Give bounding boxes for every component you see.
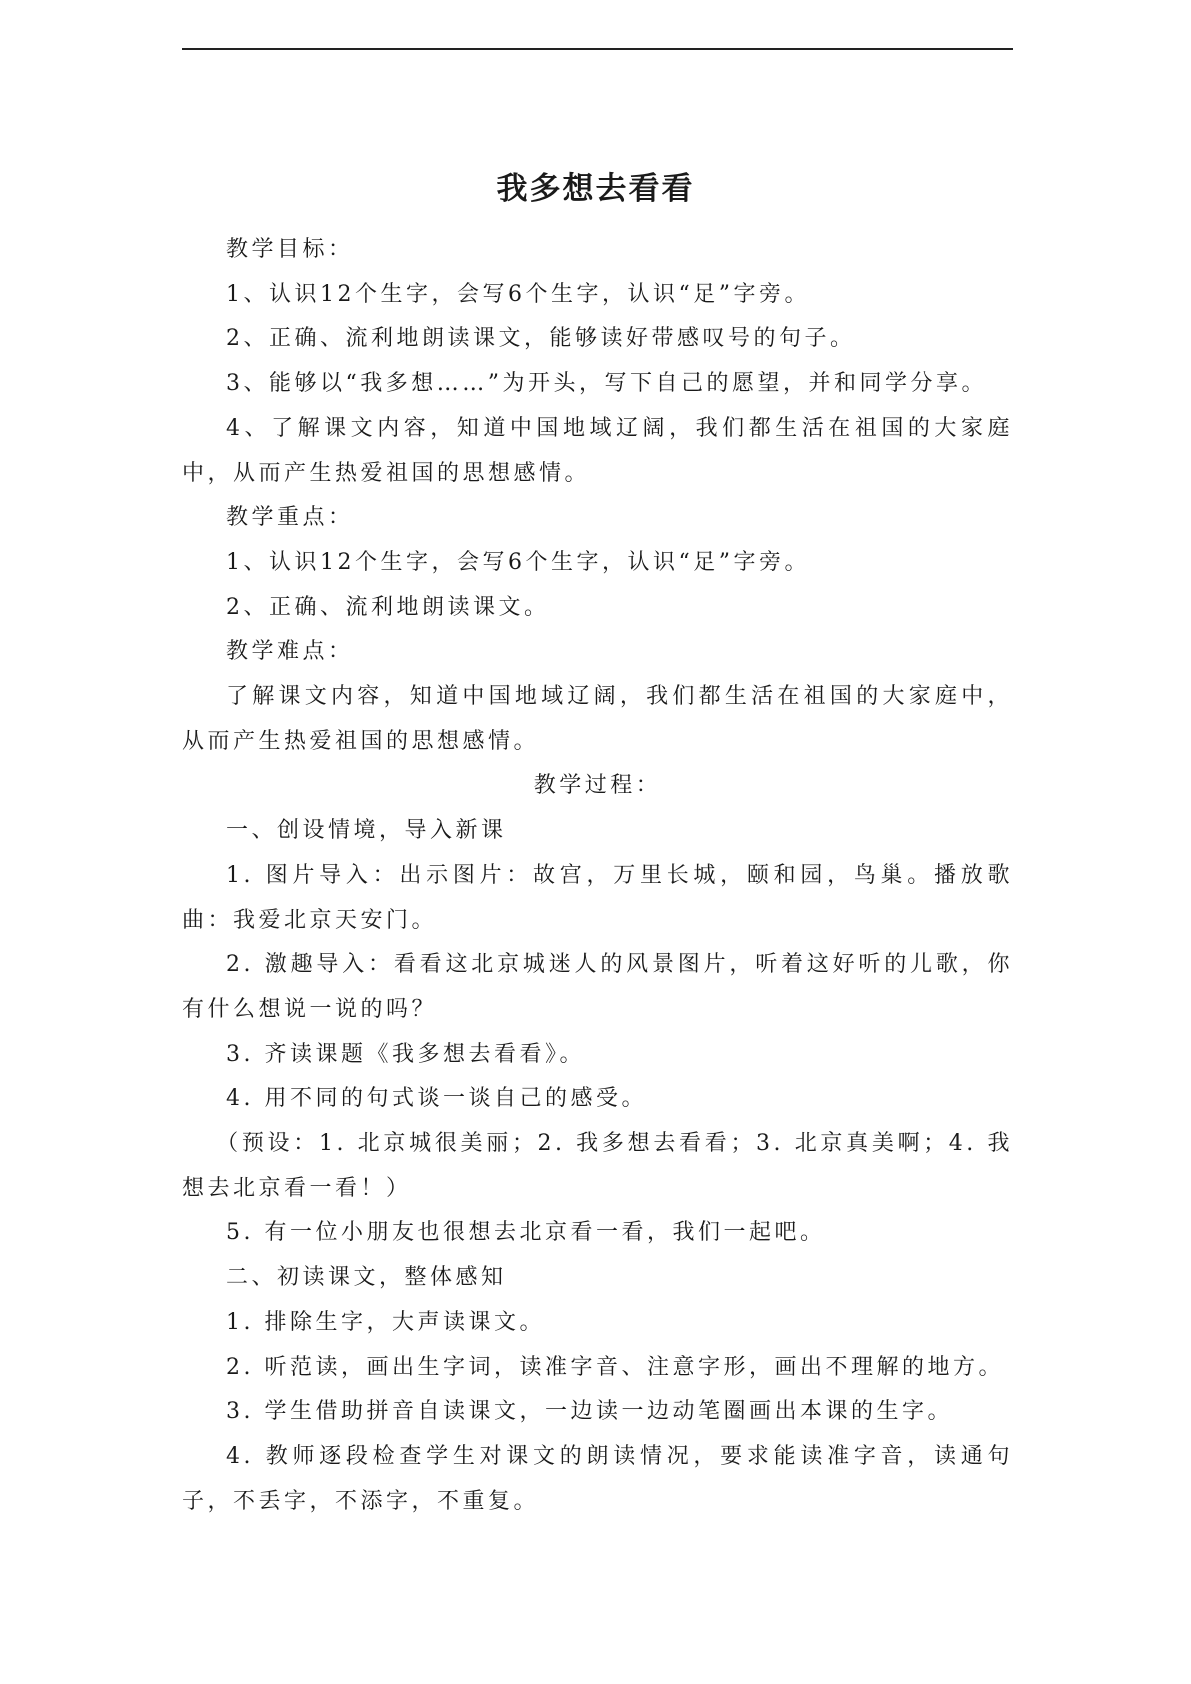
- process-step-2-1: 1. 排除生字，大声读课文。: [226, 1309, 545, 1335]
- header-rule: [182, 48, 1013, 50]
- process-step-2-3: 3. 学生借助拼音自读课文，一边读一边动笔圈画出本课的生字。: [226, 1399, 953, 1425]
- process-step-1-3: 3. 齐读课题《我多想去看看》。: [226, 1041, 585, 1067]
- process-step-2-4: 4. 教师逐段检查学生对课文的朗读情况，要求能读准字音，读通句子，不丢字，不添字，不重复。: [182, 1443, 1013, 1514]
- process-step-1-4: 4. 用不同的句式谈一谈自己的感受。: [226, 1086, 647, 1112]
- section-heading-objectives: 教学目标：: [226, 237, 354, 262]
- process-step-1-5: 5. 有一位小朋友也很想去北京看一看，我们一起吧。: [226, 1220, 826, 1246]
- key-point-item-1: 1、认识12个生字，会写6个生字，认识“足”字旁。: [226, 549, 810, 575]
- process-step-1-1: 1. 图片导入：出示图片：故宫，万里长城，颐和园，鸟巢。播放歌曲：我爱北京天安门。: [182, 862, 1013, 933]
- document-body: [182, 228, 1013, 1524]
- section-heading-key-points: 教学重点：: [226, 505, 354, 531]
- difficulty-text: 了解课文内容，知道中国地域辽阔，我们都生活在祖国的大家庭中，从而产生热爱祖国的思想感情。: [182, 684, 1013, 754]
- objective-item-2: 2、正确、流利地朗读课文，能够读好带感叹号的句子。: [226, 326, 856, 352]
- process-step-2-2: 2. 听范读，画出生字词，读准字音、注意字形，画出不理解的地方。: [226, 1354, 1004, 1380]
- key-point-item-2: 2、正确、流利地朗读课文。: [226, 594, 550, 620]
- process-step-1-2: 2. 激趣导入：看看这北京城迷人的风景图片，听着这好听的儿歌，你有什么想说一说的吗？: [182, 952, 1013, 1022]
- process-part-1-heading: 一、创设情境，导入新课: [226, 818, 507, 844]
- section-heading-difficulties: 教学难点：: [226, 639, 354, 665]
- objective-item-4: 4、了解课文内容，知道中国地域辽阔，我们都生活在祖国的大家庭中，从而产生热爱祖国的思想感情。: [182, 415, 1013, 486]
- objective-item-3: 3、能够以“我多想……”为开头，写下自己的愿望，并和同学分享。: [226, 371, 987, 397]
- objective-item-1: 1、认识12个生字，会写6个生字，认识“足”字旁。: [226, 281, 810, 307]
- section-heading-process: 教学过程：: [533, 773, 662, 799]
- process-part-2-heading: 二、初读课文，整体感知: [226, 1265, 507, 1291]
- document-title: 我多想去看看: [496, 171, 695, 207]
- process-step-1-4-preset: （预设：1. 北京城很美丽；2. 我多想去看看；3. 北京真美啊；4. 我想去北京看一看！）: [182, 1131, 1013, 1201]
